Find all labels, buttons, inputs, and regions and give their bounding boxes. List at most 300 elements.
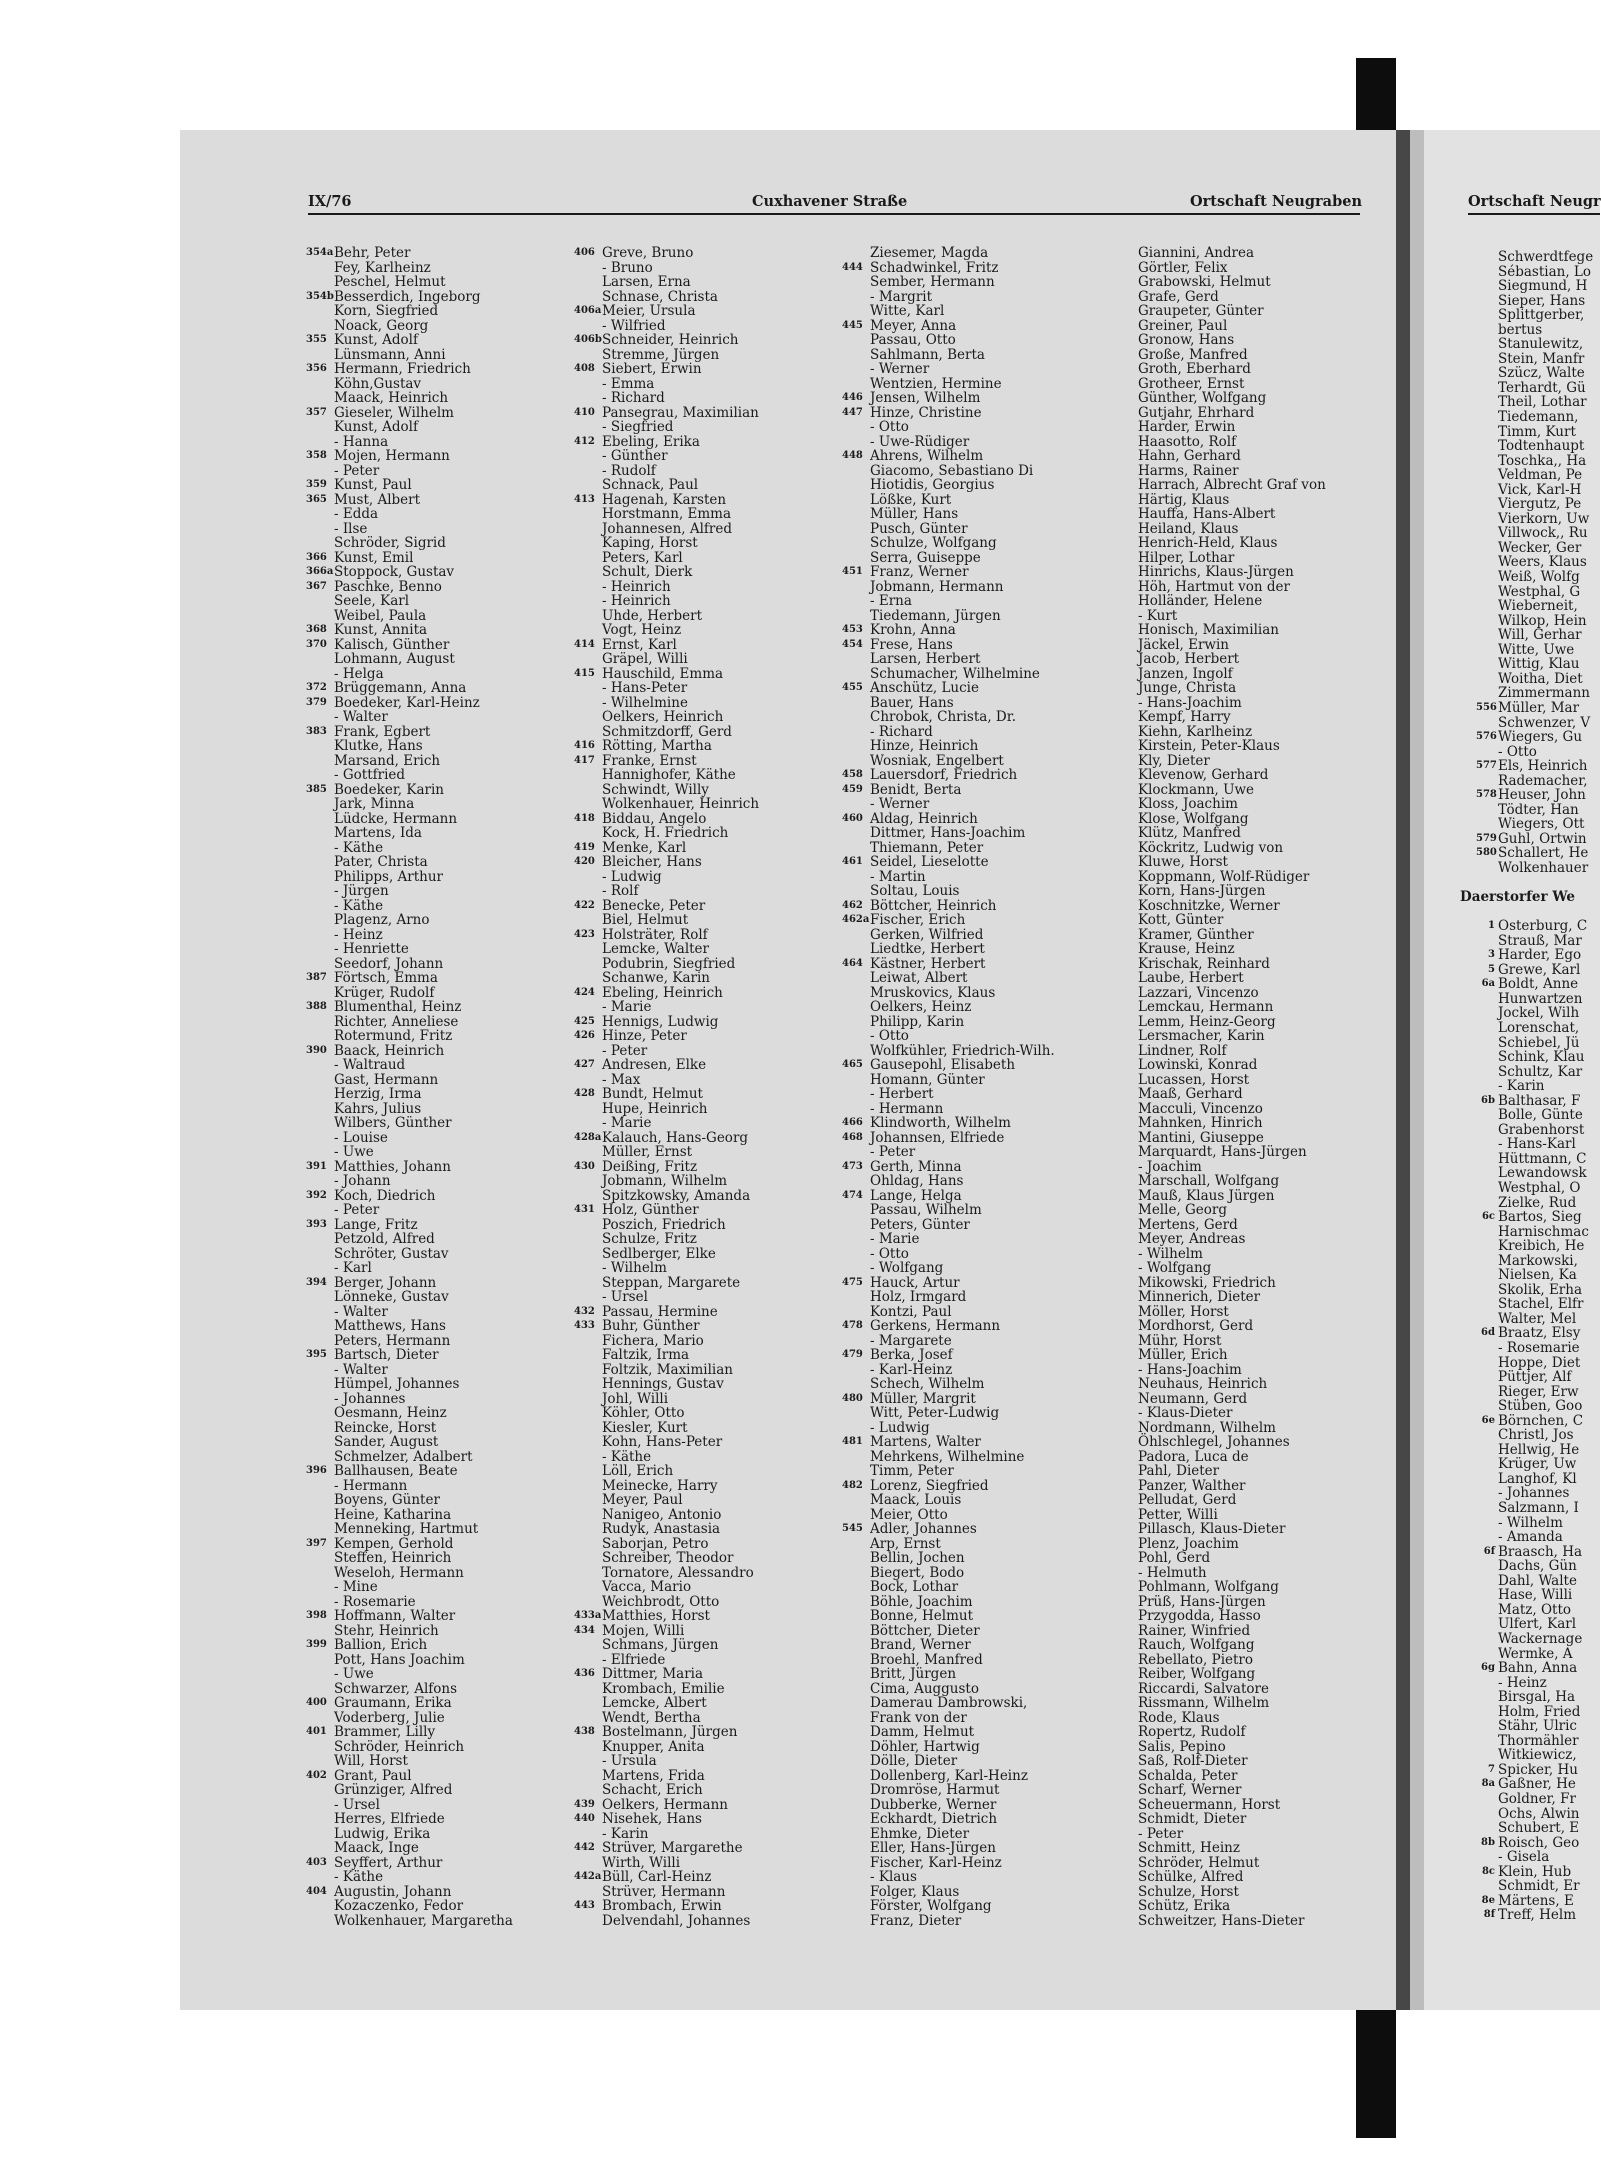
resident-name: Vacca, Mario [602,1579,692,1595]
resident-name: Serra, Guiseppe [870,549,981,566]
resident-entry [842,899,1055,914]
resident-entry [1110,551,1326,566]
resident-name: Braasch, Ha [1498,1543,1583,1560]
resident-entry [574,1783,759,1798]
resident-entry [306,319,513,334]
resident-entry [574,333,759,348]
resident-name: Mojen, Willi [602,1622,685,1639]
resident-name: - Richard [602,390,665,406]
resident-entry [842,1450,1055,1465]
resident-name: - Emma [602,375,655,392]
resident-entry [1476,1501,1600,1516]
resident-name: Kunst, Adolf [334,332,418,348]
house-number [1476,483,1498,498]
resident-name: Böttcher, Dieter [870,1622,980,1639]
house-number [574,609,602,624]
resident-entry [1476,352,1600,367]
resident-name: Besserdich, Ingeborg [334,288,481,305]
resident-entry [1110,797,1326,812]
house-number: 417 [574,754,595,766]
house-number [1110,275,1138,290]
resident-entry [1476,1428,1600,1443]
resident-name: Rode, Klaus [1138,1709,1220,1726]
house-number: 440 [574,1813,595,1824]
resident-entry [1110,1131,1326,1146]
house-number [1110,420,1138,435]
resident-entry [842,290,1055,305]
resident-entry [306,1116,513,1131]
house-number [574,942,602,957]
resident-entry [574,1392,759,1407]
resident-name: - Martin [870,868,926,885]
resident-name: Schnase, Christa [602,288,718,305]
house-number [306,1363,334,1378]
resident-entry [574,1334,759,1349]
house-number: 453 [842,624,863,635]
house-number [1110,1754,1138,1769]
street-title: Cuxhavener Straße [752,193,908,210]
resident-entry [306,1450,513,1465]
resident-name: Spicker, Hu [1498,1761,1578,1778]
resident-name: Hase, Willi [1498,1587,1573,1604]
resident-name: Viergutz, Pe [1498,496,1582,513]
house-number [574,1435,602,1450]
resident-name: Voderberg, Julie [334,1709,445,1726]
resident-entry [306,913,513,928]
house-number [574,580,602,595]
resident-name: Nanigeo, Antonio [602,1506,722,1523]
resident-entry [1476,643,1600,658]
resident-entry [1476,1792,1600,1807]
house-number [1110,449,1138,464]
house-number [306,1290,334,1305]
resident-entry [1476,497,1600,512]
resident-name: Sander, August [334,1434,439,1450]
house-number [1110,1189,1138,1204]
resident-name: Hupe, Heinrich [602,1100,708,1117]
resident-name: Kunst, Annita [334,622,428,638]
resident-name: - Marie [602,999,652,1015]
resident-entry [574,638,759,653]
resident-name: Stoppock, Gustav [334,564,455,580]
house-number [1110,391,1138,406]
resident-entry [1476,1690,1600,1705]
resident-entry [574,957,759,972]
house-number [1476,1341,1498,1356]
resident-entry [1110,913,1326,928]
resident-entry [306,478,513,493]
resident-entry [1476,963,1600,978]
house-number [306,609,334,624]
house-number [306,1261,334,1276]
resident-entry [1476,1486,1600,1501]
house-number [1110,594,1138,609]
resident-entry [842,1218,1055,1233]
house-number: 461 [842,856,863,867]
resident-name: Chrobok, Christa, Dr. [870,709,1017,725]
resident-entry [1476,1297,1600,1312]
house-number [842,1102,870,1117]
resident-name: Peters, Karl [602,549,683,566]
house-number: 556 [1476,701,1497,713]
house-number [1110,1131,1138,1146]
house-number [306,1015,334,1030]
house-number [306,913,334,928]
resident-name: Lorenschat, [1498,1019,1580,1036]
house-number [1110,1087,1138,1102]
house-number [842,333,870,348]
house-number [574,1174,602,1189]
house-number: 8b [1481,1836,1495,1848]
resident-name: Mahnken, Hinrich [1138,1115,1263,1131]
resident-entry [574,348,759,363]
resident-name: Frese, Hans [870,636,953,653]
house-number [306,1406,334,1421]
house-number [574,1392,602,1407]
resident-entry [842,783,1055,798]
resident-entry [1110,696,1326,711]
resident-name: Kunst, Paul [334,477,412,493]
house-number [1476,628,1498,643]
house-number [1110,826,1138,841]
resident-entry [574,1377,759,1392]
house-number [574,1696,602,1711]
resident-entry [842,1348,1055,1363]
resident-name: Lazzari, Vincenzo [1138,984,1259,1001]
house-number [306,1783,334,1798]
house-number: 479 [842,1349,863,1360]
house-number [306,768,334,783]
house-number [306,1479,334,1494]
resident-name: Schulze, Fritz [602,1231,697,1247]
resident-name: Stein, Manfr [1498,350,1585,367]
house-number [842,1740,870,1755]
house-number: 443 [574,1900,595,1911]
house-number: 406 [574,247,595,258]
house-number [574,290,602,305]
resident-name: Sébastian, Lo [1498,263,1592,280]
resident-name: Seedorf, Johann [334,955,444,972]
resident-name: - Uwe [334,1144,374,1160]
house-number: 404 [306,1885,327,1897]
house-number: 425 [574,1015,595,1027]
resident-entry [842,1087,1055,1102]
house-number [1110,638,1138,653]
resident-entry [1476,570,1600,585]
house-number [842,725,870,740]
house-number [1476,1036,1498,1051]
resident-name: Saborjan, Petro [602,1535,709,1552]
resident-entry [306,1624,513,1639]
resident-name: - Waltraud [334,1057,406,1073]
resident-name: Wiegers, Gu [1498,729,1583,746]
resident-name: Giannini, Andrea [1138,245,1255,261]
resident-entry [842,1609,1055,1624]
house-number [1110,1682,1138,1697]
resident-entry [306,1508,513,1523]
resident-entry [842,1551,1055,1566]
house-number [574,884,602,899]
resident-name: - Max [602,1071,641,1088]
house-number: 428 [574,1088,595,1099]
resident-name: - Ursel [334,1796,380,1813]
resident-entry [842,652,1055,667]
house-number [1110,667,1138,682]
house-number [1476,657,1498,672]
resident-name: Bostelmann, Jürgen [602,1724,738,1740]
resident-name: Schadwinkel, Fritz [870,259,999,276]
house-number: 355 [306,334,327,345]
house-number [842,1580,870,1595]
resident-name: Salzmann, I [1498,1500,1579,1517]
resident-entry [574,1421,759,1436]
resident-name: - Wilhelm [602,1260,667,1276]
house-number: 8e [1481,1894,1495,1906]
resident-entry [842,841,1055,856]
resident-entry [574,377,759,392]
house-number [1476,1385,1498,1400]
resident-name: Hoffmann, Walter [334,1608,456,1624]
resident-name: Nielsen, Ka [1498,1267,1577,1284]
resident-entry [1476,1632,1600,1647]
resident-name: Herres, Elfriede [334,1811,445,1827]
resident-name: Vick, Karl-H [1498,481,1582,498]
resident-name: Kluwe, Horst [1138,854,1228,870]
resident-entry [574,768,759,783]
resident-name: Schmidt, Dieter [1138,1811,1247,1827]
resident-name: Matthies, Johann [334,1158,451,1175]
house-number [1110,246,1138,261]
resident-entry [1110,1914,1326,1929]
house-number [574,1783,602,1798]
house-number [842,710,870,725]
house-number: 6b [1481,1094,1495,1106]
resident-name: Dollenberg, Karl-Heinz [870,1767,1028,1784]
resident-name: Börnchen, C [1498,1412,1584,1429]
resident-entry [1476,366,1600,381]
house-number [1476,497,1498,512]
resident-entry [1110,261,1326,276]
resident-entry [1110,638,1326,653]
resident-name: Hüttmann, C [1498,1150,1587,1167]
house-number [842,1841,870,1856]
resident-entry [1110,1261,1326,1276]
resident-entry [1110,1319,1326,1334]
resident-name: - Margrit [870,288,933,305]
resident-name: Neumann, Gerd [1138,1390,1248,1407]
house-number [1110,768,1138,783]
house-number: 459 [842,783,863,795]
house-number [1110,1435,1138,1450]
house-number: 577 [1476,760,1497,772]
resident-name: Franz, Dieter [870,1912,962,1929]
resident-name: Bock, Lothar [870,1579,959,1595]
resident-name: Mordhorst, Gerd [1138,1318,1254,1334]
subheading-text: Daerstorfer We [1460,889,1575,906]
resident-entry [574,797,759,812]
resident-name: Kahrs, Julius [334,1100,422,1117]
house-number [1110,1102,1138,1117]
resident-entry [306,362,513,377]
house-number [574,1885,602,1900]
resident-entry [1110,1566,1326,1581]
resident-name: - Henriette [334,941,409,957]
resident-name: Pott, Hans Joachim [334,1651,465,1668]
resident-entry [574,681,759,696]
house-number [1476,1108,1498,1123]
resident-name: Schulze, Wolfgang [870,535,997,551]
resident-entry [842,1595,1055,1610]
resident-name: Thiemann, Peter [870,839,984,856]
resident-entry [842,710,1055,725]
house-number [1110,1479,1138,1494]
resident-name: - Amanda [1498,1529,1563,1546]
resident-entry [574,1247,759,1262]
house-number [574,275,602,290]
resident-name: Gutjahr, Ehrhard [1138,404,1255,421]
resident-name: Müller, Margrit [870,1390,976,1407]
resident-entry [306,710,513,725]
resident-entry [1110,1580,1326,1595]
resident-name: Schacht, Erich [602,1782,703,1798]
resident-entry [1476,1661,1600,1676]
house-number [1476,1297,1498,1312]
resident-entry [574,754,759,769]
resident-entry [842,1667,1055,1682]
house-number [842,493,870,508]
resident-entry [306,1044,513,1059]
house-number [842,1725,870,1740]
resident-name: Weichbrodt, Otto [602,1593,720,1610]
resident-name: Krohn, Anna [870,622,956,638]
resident-name: Kloss, Joachim [1138,796,1238,812]
resident-entry [306,594,513,609]
house-number [574,1421,602,1436]
resident-entry [1476,614,1600,629]
resident-name: Kalisch, Günther [334,636,450,653]
resident-name: Lößke, Kurt [870,491,952,508]
resident-name: Schröder, Sigrid [334,535,446,551]
resident-column-2 [574,246,759,1928]
resident-name: Lange, Helga [870,1187,962,1204]
resident-entry [842,609,1055,624]
resident-entry [1110,348,1326,363]
resident-name: Schwarzer, Alfons [334,1680,458,1697]
resident-entry [1110,493,1326,508]
house-number [1110,1769,1138,1784]
resident-name: Öhlschlegel, Johannes [1138,1434,1290,1450]
resident-entry [842,812,1055,827]
resident-entry [842,768,1055,783]
resident-name: - Wilhelm [1498,1514,1563,1531]
resident-entry [1476,526,1600,541]
resident-name: Wilkop, Hein [1498,612,1587,629]
resident-entry [842,1711,1055,1726]
house-number [1110,1160,1138,1175]
resident-entry [1110,522,1326,537]
resident-entry [574,870,759,885]
resident-entry [574,478,759,493]
house-number: 372 [306,682,327,693]
house-number [306,1798,334,1813]
house-number: 5 [1488,963,1495,975]
resident-entry [574,1363,759,1378]
resident-entry [1110,667,1326,682]
resident-entry [1476,1603,1600,1618]
resident-entry [842,1841,1055,1856]
resident-entry [306,1392,513,1407]
resident-name: Bellin, Jochen [870,1550,965,1566]
house-number [1476,1530,1498,1545]
house-number [306,1334,334,1349]
resident-name: Kohn, Hans-Peter [602,1434,723,1450]
resident-name: Matz, Otto [1498,1601,1572,1618]
resident-entry [842,667,1055,682]
resident-entry [574,1290,759,1305]
house-number: 6e [1481,1414,1495,1426]
resident-name: Osterburg, C [1498,918,1588,935]
house-number [306,1841,334,1856]
resident-entry [306,1769,513,1784]
resident-entry [574,522,759,537]
resident-name: Marsand, Erich [334,752,441,769]
house-number [1110,1174,1138,1189]
house-number: 385 [306,783,327,795]
resident-entry [842,1682,1055,1697]
resident-entry [1110,1856,1326,1871]
resident-name: Pater, Christa [334,854,428,870]
house-number [1110,783,1138,798]
house-number: 412 [574,435,595,447]
resident-entry [1110,1160,1326,1175]
house-number [574,507,602,522]
resident-name: Villwock,, Ru [1498,525,1588,542]
house-number [1476,1559,1498,1574]
house-number [1110,1464,1138,1479]
house-number [306,1435,334,1450]
resident-name: Grotheer, Ernst [1138,375,1245,392]
house-number: 396 [306,1465,327,1476]
resident-entry [842,1580,1055,1595]
house-number [842,1653,870,1668]
resident-name: Poszich, Friedrich [602,1216,726,1233]
resident-entry [306,1290,513,1305]
resident-name: - Kurt [1138,607,1178,624]
house-number: 438 [574,1726,595,1737]
house-number [306,1203,334,1218]
resident-entry [1110,449,1326,464]
house-number [842,1914,870,1929]
resident-entry [1476,628,1600,643]
resident-name: - Heinrich [602,593,671,609]
resident-entry [1476,1385,1600,1400]
resident-entry [574,1044,759,1059]
house-number: 8a [1481,1778,1495,1790]
resident-entry [306,1798,513,1813]
resident-name: - Wilhelmine [602,694,688,711]
house-number [1110,290,1138,305]
resident-entry [842,377,1055,392]
house-number [842,696,870,711]
resident-name: Weers, Klaus [1498,554,1587,571]
house-number: 439 [574,1798,595,1810]
house-number [1110,1073,1138,1088]
resident-entry [1476,1559,1600,1574]
house-number: 403 [306,1856,327,1868]
resident-entry [574,565,759,580]
resident-name: Köckritz, Ludwig von [1138,839,1284,856]
house-number: 445 [842,319,863,331]
